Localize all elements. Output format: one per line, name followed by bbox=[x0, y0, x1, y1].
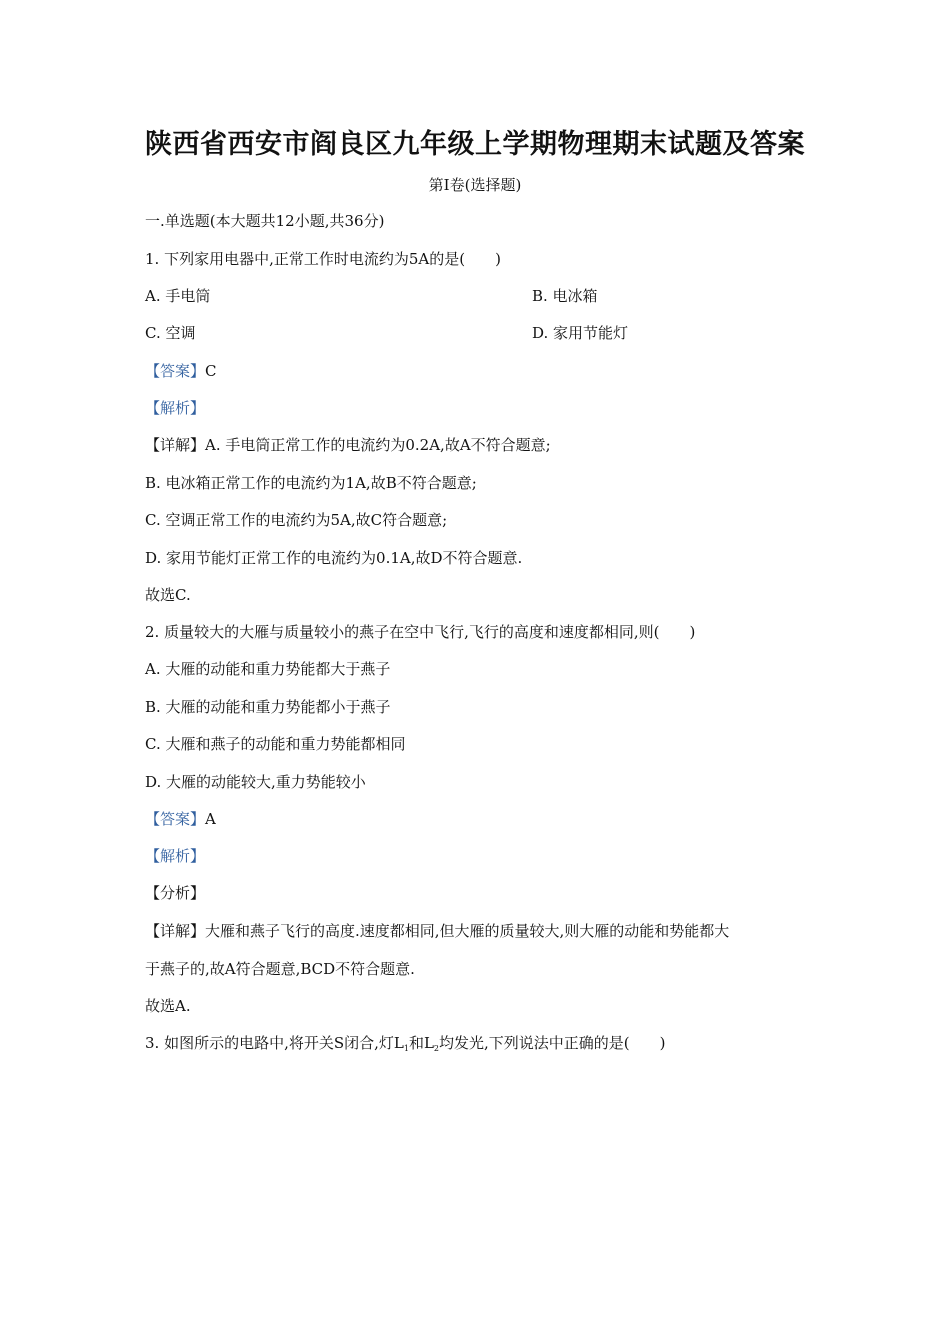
q1-analysis-tag: 【解析】 bbox=[145, 399, 206, 417]
q1-detail-line-2: B. 电冰箱正常工作的电流约为1A,故B不符合题意; bbox=[145, 474, 477, 492]
q2-option-a: A. 大雁的动能和重力势能都大于燕子 bbox=[145, 660, 391, 678]
q2-analysis-tag: 【解析】 bbox=[145, 847, 206, 865]
q2-stem: 2. 质量较大的大雁与质量较小的燕子在空中飞行,飞行的高度和速度都相同,则( ) bbox=[145, 623, 696, 641]
q1-option-d: D. 家用节能灯 bbox=[532, 324, 629, 342]
q3-stem-part1: 3. 如图所示的电路中,将开关S闭合,灯L bbox=[145, 1034, 404, 1052]
q1-conclusion: 故选C. bbox=[145, 586, 191, 604]
part-title: 第Ⅰ卷(选择题) bbox=[428, 176, 522, 194]
q2-answer-value: A bbox=[205, 810, 216, 828]
q3-subscript-2: 2 bbox=[433, 1044, 440, 1053]
q2-fenxi-tag: 【分析】 bbox=[145, 884, 206, 902]
answer-tag: 【答案】 bbox=[145, 362, 206, 380]
q1-stem: 1. 下列家用电器中,正常工作时电流约为5A的是( ) bbox=[145, 250, 501, 268]
q3-stem-part3: 均发光,下列说法中正确的是( ) bbox=[439, 1034, 666, 1052]
q3-stem-part2: 和L bbox=[408, 1034, 434, 1052]
q2-conclusion: 故选A. bbox=[145, 997, 191, 1015]
document-title: 陕西省西安市阎良区九年级上学期物理期末试题及答案 bbox=[145, 129, 805, 160]
answer-tag: 【答案】 bbox=[145, 810, 206, 828]
q1-answer-value: C bbox=[205, 362, 217, 380]
q1-option-b: B. 电冰箱 bbox=[532, 287, 598, 305]
q1-detail-line-3: C. 空调正常工作的电流约为5A,故C符合题意; bbox=[145, 511, 448, 529]
q1-answer-row bbox=[145, 360, 217, 382]
q1-detail-line-4: D. 家用节能灯正常工作的电流约为0.1A,故D不符合题意. bbox=[145, 549, 523, 567]
q2-answer-row bbox=[145, 808, 216, 830]
q3-stem bbox=[145, 1032, 666, 1060]
q3-subscript-1: 1 bbox=[403, 1044, 409, 1053]
q1-detail-line-1: 【详解】A. 手电筒正常工作的电流约为0.2A,故A不符合题意; bbox=[145, 436, 551, 454]
q1-option-c: C. 空调 bbox=[145, 324, 196, 342]
q2-option-d: D. 大雁的动能较大,重力势能较小 bbox=[145, 773, 366, 791]
q2-option-c: C. 大雁和燕子的动能和重力势能都相同 bbox=[145, 735, 406, 753]
q2-option-b: B. 大雁的动能和重力势能都小于燕子 bbox=[145, 698, 391, 716]
q1-option-a: A. 手电筒 bbox=[145, 287, 211, 305]
section-heading: 一.单选题(本大题共12小题,共36分) bbox=[145, 212, 385, 230]
q2-detail-line-1: 【详解】大雁和燕子飞行的高度.速度都相同,但大雁的质量较大,则大雁的动能和势能都大 bbox=[145, 922, 730, 940]
q2-detail-line-2: 于燕子的,故A符合题意,BCD不符合题意. bbox=[145, 960, 415, 978]
